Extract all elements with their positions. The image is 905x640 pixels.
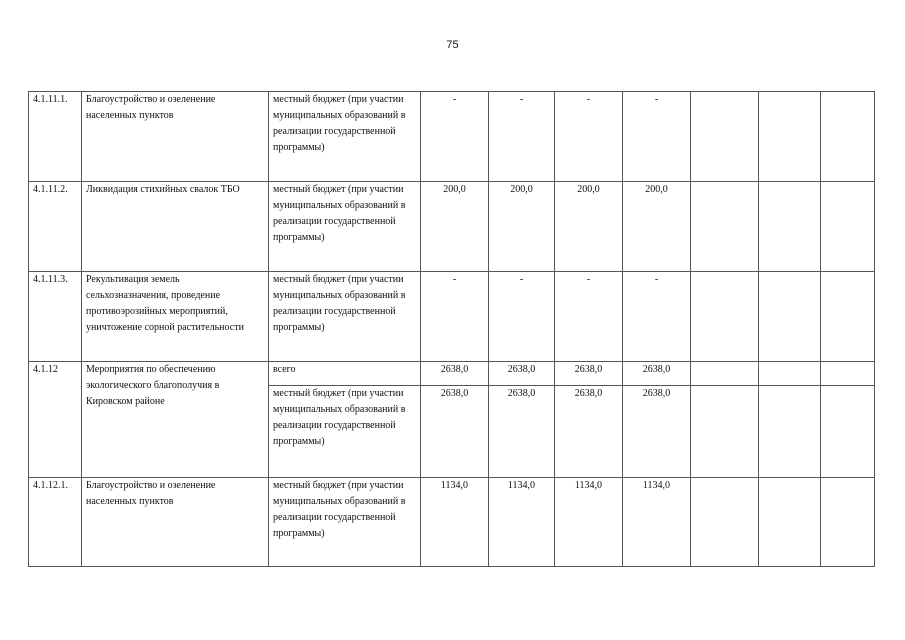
value-cell: 2638,0 (421, 386, 489, 478)
empty-cell (821, 386, 875, 478)
row-code: 4.1.11.2. (29, 182, 82, 272)
funding-source: местный бюджет (при участии муниципальных образований в реализации государственной программы) (269, 92, 421, 182)
empty-cell (821, 92, 875, 182)
value-cell: 2638,0 (623, 362, 691, 386)
value-cell: 1134,0 (421, 478, 489, 567)
empty-cell (691, 386, 759, 478)
funding-source: всего (269, 362, 421, 386)
value-cell: 200,0 (555, 182, 623, 272)
row-name: Благоустройство и озеленение населенных пунктов (82, 92, 269, 182)
row-name: Ликвидация стихийных свалок ТБО (82, 182, 269, 272)
table-row (29, 182, 875, 272)
value-cell: 2638,0 (555, 386, 623, 478)
empty-cell (759, 386, 821, 478)
empty-cell (821, 272, 875, 362)
empty-cell (691, 478, 759, 567)
value-cell: 1134,0 (623, 478, 691, 567)
row-name: Рекультивация земель сельхозназначения, проведение противоэрозийных мероприятий, уничтожение сорной растительности (82, 272, 269, 362)
value-cell: - (623, 92, 691, 182)
empty-cell (759, 362, 821, 386)
value-cell: - (489, 272, 555, 362)
funding-source: местный бюджет (при участии муниципальных образований в реализации государственной программы) (269, 478, 421, 567)
row-code: 4.1.12.1. (29, 478, 82, 567)
empty-cell (821, 182, 875, 272)
value-cell: 200,0 (489, 182, 555, 272)
empty-cell (759, 92, 821, 182)
funding-source: местный бюджет (при участии муниципальных образований в реализации государственной программы) (269, 272, 421, 362)
table-row (29, 272, 875, 362)
value-cell: 200,0 (623, 182, 691, 272)
row-name: Благоустройство и озеленение населенных пунктов (82, 478, 269, 567)
funding-source: местный бюджет (при участии муниципальных образований в реализации государственной программы) (269, 386, 421, 478)
table-row (29, 478, 875, 567)
value-cell: - (421, 272, 489, 362)
value-cell: - (555, 272, 623, 362)
table-row (29, 92, 875, 182)
value-cell: 2638,0 (489, 386, 555, 478)
empty-cell (821, 362, 875, 386)
value-cell: - (421, 92, 489, 182)
page-number: 75 (446, 39, 459, 51)
value-cell: 1134,0 (555, 478, 623, 567)
value-cell: 1134,0 (489, 478, 555, 567)
row-code: 4.1.11.1. (29, 92, 82, 182)
empty-cell (691, 272, 759, 362)
empty-cell (759, 182, 821, 272)
empty-cell (759, 478, 821, 567)
value-cell: 2638,0 (555, 362, 623, 386)
empty-cell (759, 272, 821, 362)
row-name: Мероприятия по обеспечению экологического благополучия в Кировском районе (82, 362, 269, 478)
value-cell: - (489, 92, 555, 182)
empty-cell (691, 362, 759, 386)
table-row (29, 362, 875, 386)
row-code: 4.1.12 (29, 362, 82, 478)
budget-table (28, 91, 875, 567)
value-cell: 2638,0 (421, 362, 489, 386)
value-cell: - (623, 272, 691, 362)
empty-cell (691, 92, 759, 182)
row-code: 4.1.11.3. (29, 272, 82, 362)
empty-cell (821, 478, 875, 567)
value-cell: - (555, 92, 623, 182)
funding-source: местный бюджет (при участии муниципальных образований в реализации государственной программы) (269, 182, 421, 272)
value-cell: 2638,0 (489, 362, 555, 386)
value-cell: 200,0 (421, 182, 489, 272)
empty-cell (691, 182, 759, 272)
value-cell: 2638,0 (623, 386, 691, 478)
